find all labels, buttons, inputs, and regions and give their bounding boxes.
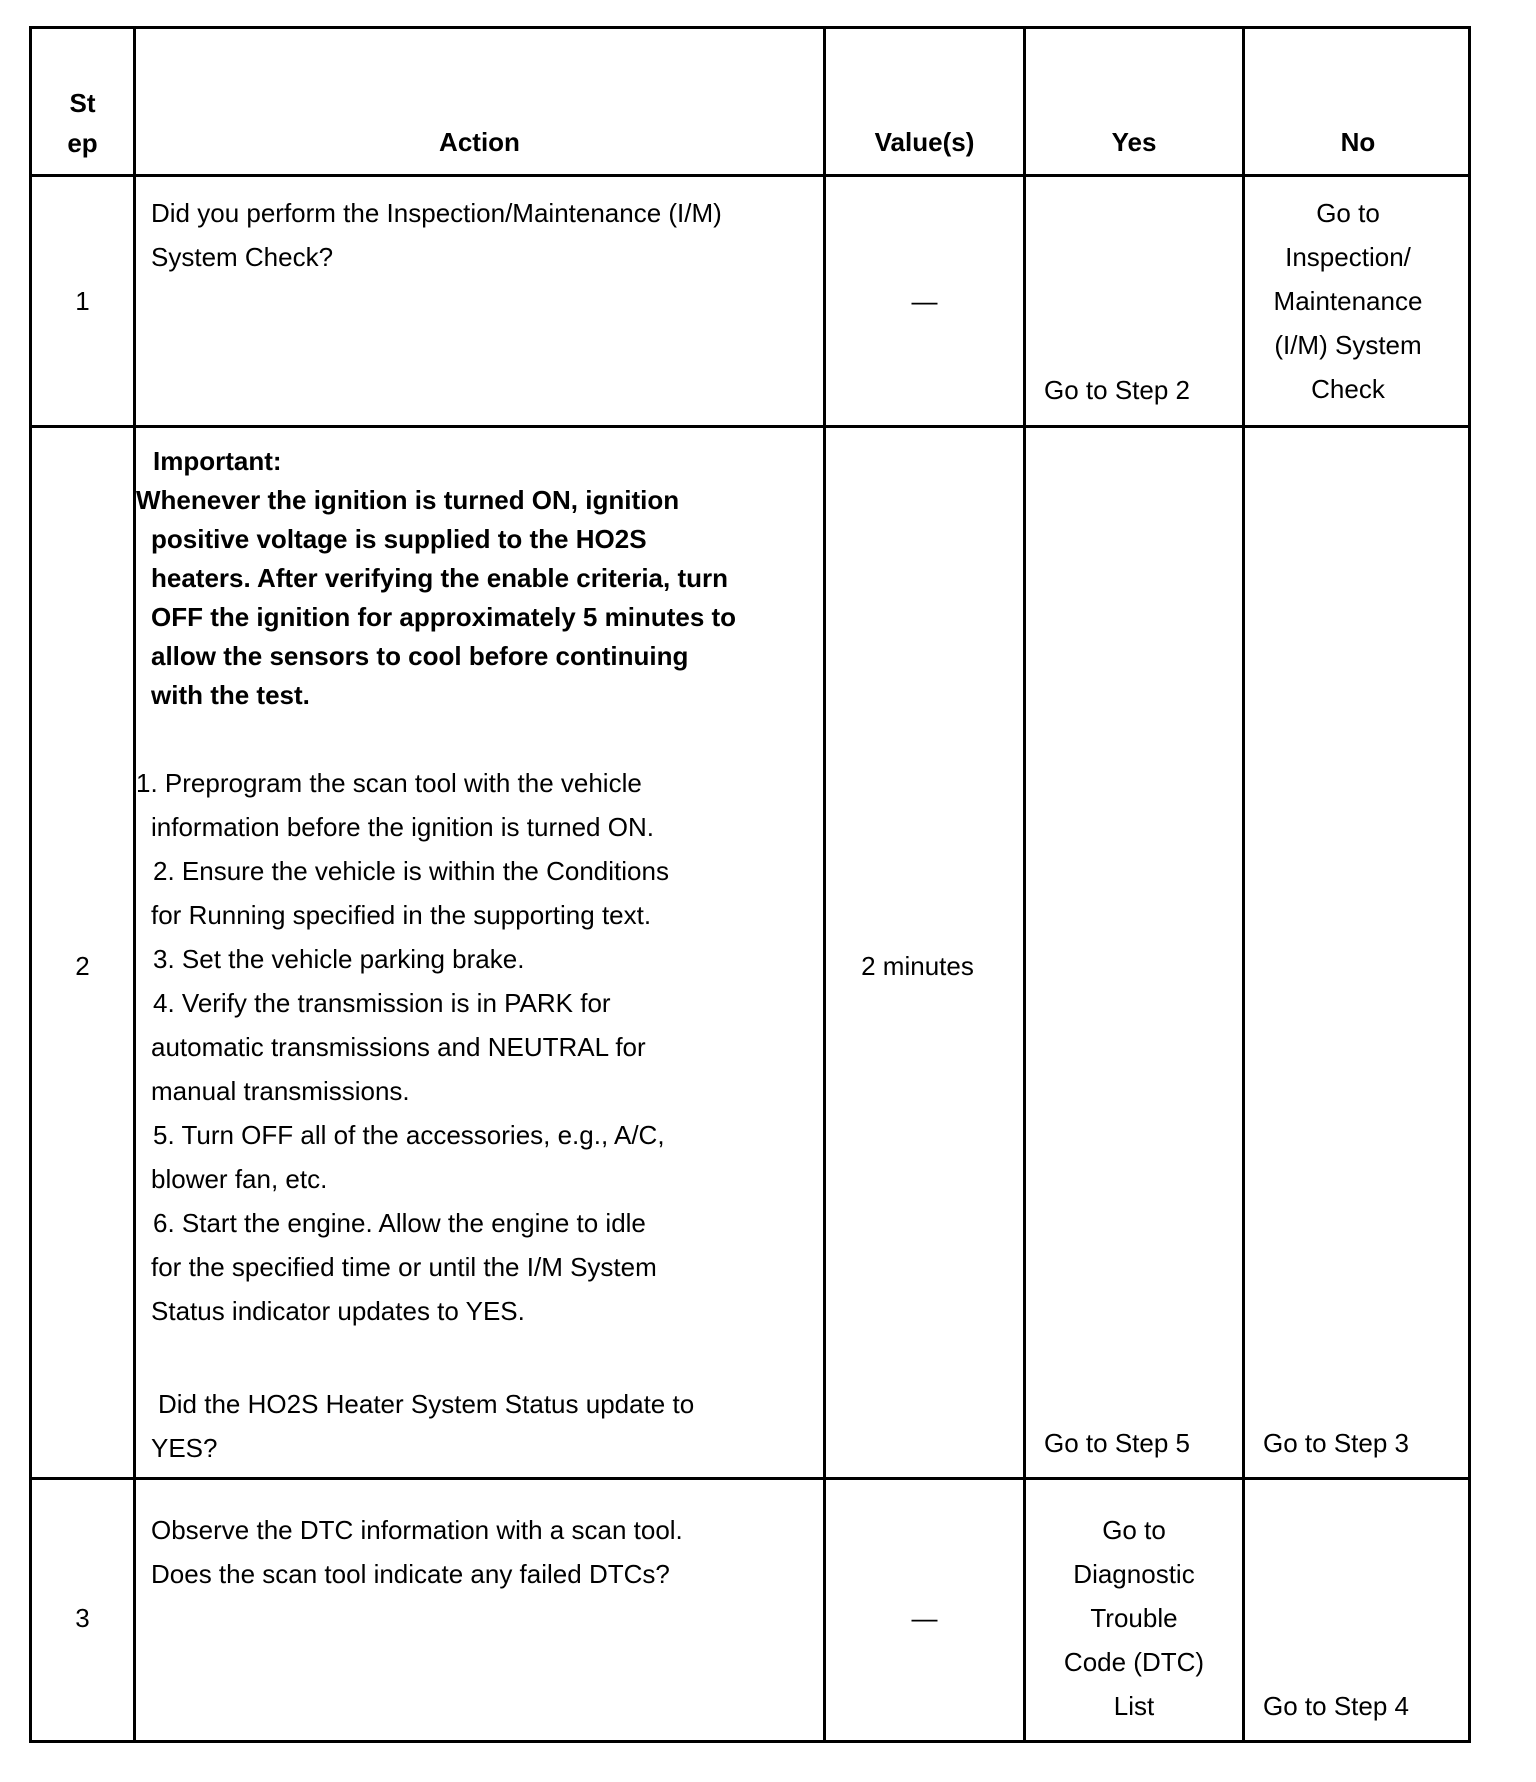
header-action: Action [439, 127, 520, 157]
column-divider [1023, 29, 1026, 1740]
row2-no: Go to Step 3 [1263, 1428, 1409, 1458]
row2-value: 2 minutes [861, 951, 974, 981]
row3-step: 3 [75, 1603, 90, 1633]
row1-value: — [911, 286, 938, 316]
header-step: St ep [67, 88, 98, 158]
row2-question: Did the HO2S Heater System Status update to YES? [151, 1389, 695, 1463]
row1-yes: Go to Step 2 [1044, 375, 1190, 405]
row1-step: 1 [75, 286, 90, 316]
row1-no: Go to Inspection/ Maintenance (I/M) System Check [1273, 198, 1423, 404]
row3-value: — [911, 1603, 938, 1633]
row-divider [32, 1477, 1468, 1480]
row2-step: 2 [75, 951, 90, 981]
row-divider [32, 425, 1468, 428]
row3-yes: Go to Diagnostic Trouble Code (DTC) List [1063, 1515, 1205, 1721]
row3-no: Go to Step 4 [1263, 1691, 1409, 1721]
row1-action: Did you perform the Inspection/Maintenance (I/M) System Check? [151, 198, 722, 272]
diagnostic-table [29, 26, 1471, 1743]
row3-action: Observe the DTC information with a scan tool. Does the scan tool indicate any failed DTCs? [151, 1515, 683, 1589]
header-yes: Yes [1111, 127, 1157, 157]
important-text: Whenever the ignition is turned ON, ignition positive voltage is supplied to the HO2S heaters. After verifying the enable criteria, turn OFF the ignition for approximately 5 minutes to allow the sensors to cool before continuing with the test. [136, 485, 737, 710]
procedure-steps: 1. Preprogram the scan tool with the vehicle information before the ignition is turned ON. 2. Ensure the vehicle is within the Conditions for Running specified in the supporting text. 3. Set the vehicle parking brake. 4. Verify the transmission is in PARK for automatic transmissions and NEUTRAL for manual transmissions. 5. Turn OFF all of the accessories, e.g., A/C, blower fan, etc. 6. Start the engine. Allow the engine to idle for the specified time or until the I/M System Status indicator updates to YES. [136, 768, 669, 1326]
row2-yes: Go to Step 5 [1044, 1428, 1190, 1458]
row-divider [32, 174, 1468, 177]
important-label: Important: [153, 446, 282, 476]
header-no: No [1340, 127, 1376, 157]
header-values: Value(s) [874, 127, 975, 157]
